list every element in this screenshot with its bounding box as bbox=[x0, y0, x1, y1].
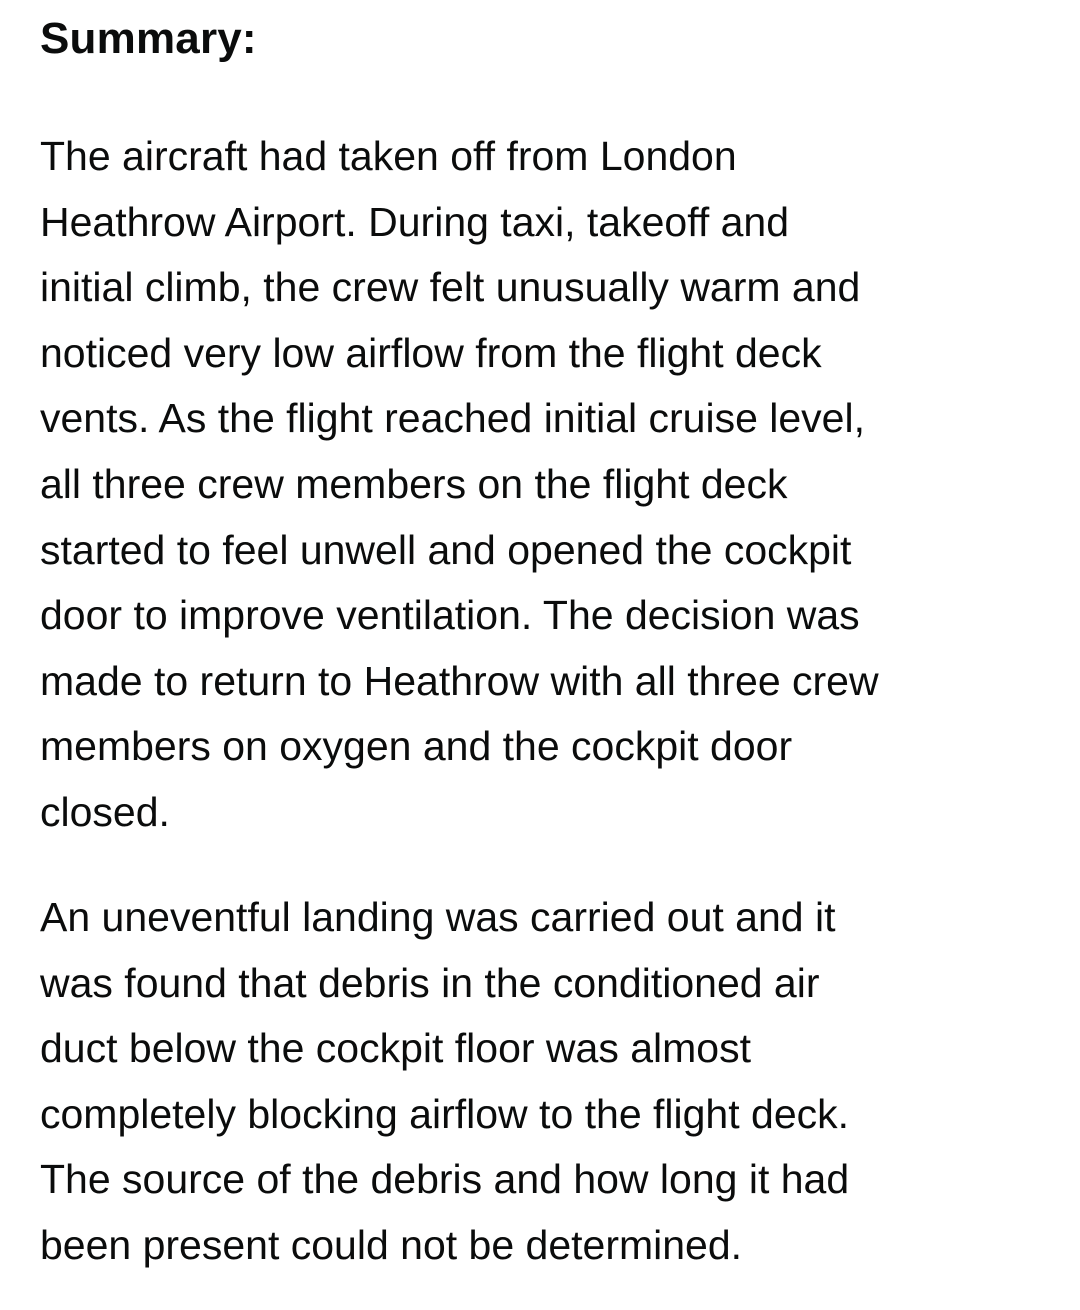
paragraph-line: An uneventful landing was carried out and it bbox=[40, 894, 836, 940]
paragraph-line: been present could not be determined. bbox=[40, 1221, 743, 1268]
paragraph-line: started to feel unwell and opened the cockpit bbox=[40, 526, 852, 573]
paragraph-line: was found that debris in the conditioned air bbox=[40, 959, 820, 1006]
paragraph-line: members on oxygen and the cockpit door bbox=[40, 723, 793, 770]
paragraph-line: The source of the debris and how long it had bbox=[40, 1156, 850, 1203]
paragraph-line: closed. bbox=[40, 788, 170, 835]
paragraph-line: vents. As the flight reached initial cruise level, bbox=[40, 395, 865, 442]
paragraph-line: made to return to Heathrow with all three crew bbox=[40, 657, 879, 704]
summary-paragraph-2 bbox=[40, 885, 849, 1279]
paragraph-line: all three crew members on the flight deck bbox=[40, 460, 788, 507]
paragraph-line: initial climb, the crew felt unusually warm and bbox=[40, 264, 861, 311]
paragraph-line: door to improve ventilation. The decision was bbox=[40, 592, 860, 639]
paragraph-line: completely blocking airflow to the flight deck. bbox=[40, 1090, 850, 1137]
paragraph-line: The aircraft had taken off from London bbox=[40, 133, 737, 179]
paragraph-line: Heathrow Airport. During taxi, takeoff and bbox=[40, 198, 790, 245]
summary-heading: Summary: bbox=[40, 14, 257, 63]
paragraph-line: noticed very low airflow from the flight deck bbox=[40, 329, 822, 376]
paragraph-line: duct below the cockpit floor was almost bbox=[40, 1025, 751, 1072]
summary-paragraph-1 bbox=[40, 124, 879, 846]
